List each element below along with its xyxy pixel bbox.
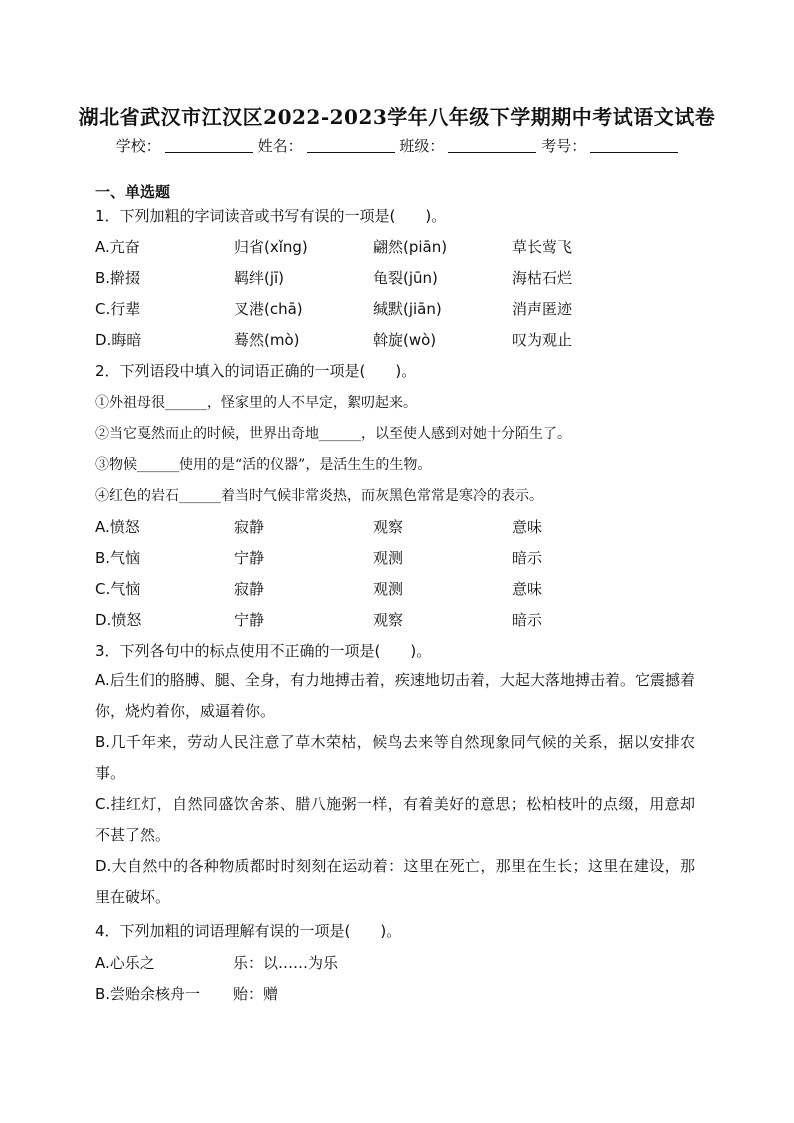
option-cell: B.擀掇 — [95, 269, 141, 287]
question-2-sentence-1: ①外祖母很______，怪家里的人不早定，絮叨起来。 — [95, 395, 417, 411]
option-cell: 意味 — [512, 518, 543, 536]
question-2-option-b — [95, 547, 705, 569]
question-2-option-a — [95, 516, 705, 538]
option-cell: 宁静 — [234, 549, 265, 567]
option-cell: 观察 — [373, 611, 404, 629]
name-label: 姓名： — [257, 137, 303, 155]
question-4-option-b — [95, 983, 395, 1005]
option-cell: 寂静 — [234, 518, 265, 536]
exam-number-label: 考号： — [541, 137, 587, 155]
section-heading: 一、单选题 — [95, 183, 171, 201]
option-cell: 消声匿迹 — [512, 300, 573, 318]
option-cell: 叹为观止 — [512, 331, 573, 349]
option-cell: A.愤怒 — [95, 518, 140, 536]
school-label: 学校： — [115, 137, 161, 155]
option-cell: 寂静 — [234, 580, 265, 598]
question-1-option-c — [95, 298, 705, 320]
exam-title: 湖北省武汉市江汉区2022-2023学年八年级下学期期中考试语文试卷 — [78, 105, 716, 129]
option-cell: 羁绊(jī) — [234, 269, 285, 287]
option-cell: 草长莺飞 — [512, 238, 573, 256]
student-info-line — [0, 135, 794, 156]
question-3-option-c: C.挂红灯，自然同盛饮舍茶、腊八施粥一样，有着美好的意思；松柏枝叶的点缀，用意却不甚了然。 — [95, 795, 695, 844]
question-2-stem: 2．下列语段中填入的词语正确的一项是( )。 — [95, 362, 417, 380]
exam-number-blank[interactable] — [590, 138, 678, 153]
question-1-stem: 1．下列加粗的字词读音或书写有误的一项是( )。 — [95, 207, 447, 225]
option-cell: A.亢奋 — [95, 238, 140, 256]
question-3-stem: 3．下列各句中的标点使用不正确的一项是( )。 — [95, 642, 432, 660]
question-3-option-b: B.几千年来，劳动人民注意了草木荣枯，候鸟去来等自然现象同气候的关系，据以安排农事。 — [95, 733, 695, 782]
meaning: 乐：以……为乐 — [233, 954, 339, 972]
question-2-option-c — [95, 578, 705, 600]
school-blank[interactable] — [165, 138, 253, 153]
option-cell: D.愤怒 — [95, 611, 142, 629]
option-cell: 暗示 — [512, 611, 543, 629]
option-cell: 归省(xǐng) — [234, 238, 308, 256]
question-2-sentence-2: ②当它戛然而止的时候，世界出奇地______，以至使人感到对她十分陌生了。 — [95, 426, 571, 442]
question-2-option-d — [95, 609, 705, 631]
option-cell: B.气恼 — [95, 549, 141, 567]
option-cell: 意味 — [512, 580, 543, 598]
question-2-sentence-3: ③物候______使用的是“活的仪器”，是活生生的生物。 — [95, 457, 432, 473]
option-cell: 观测 — [373, 580, 404, 598]
question-3-option-d: D.大自然中的各种物质都时时刻刻在运动着：这里在死亡，那里在生长；这里在建设，那里在破坏。 — [95, 857, 695, 906]
option-cell: C.气恼 — [95, 580, 141, 598]
question-4-option-a — [95, 952, 395, 974]
option-cell: 观测 — [373, 549, 404, 567]
option-cell: 翩然(piān) — [373, 238, 448, 256]
option-cell: 观察 — [373, 518, 404, 536]
question-1-option-a — [95, 236, 705, 258]
option-cell: 叉港(chā) — [234, 300, 303, 318]
option-cell: 缄默(jiān) — [373, 300, 442, 318]
option-cell: 海枯石烂 — [512, 269, 573, 287]
question-1-option-d — [95, 329, 705, 351]
question-2-sentence-4: ④红色的岩石______着当时气候非常炎热，而灰黑色常常是寒冷的表示。 — [95, 488, 543, 504]
phrase: A.心乐之 — [95, 954, 155, 972]
question-4-stem: 4．下列加粗的词语理解有误的一项是( )。 — [95, 922, 402, 940]
option-cell: 暗示 — [512, 549, 543, 567]
name-blank[interactable] — [307, 138, 395, 153]
meaning: 贻：赠 — [233, 985, 279, 1003]
question-3-option-a: A.后生们的胳膊、腿、全身，有力地搏击着，疾速地切击着，大起大落地搏击着。它震撼着你，烧灼着你，威逼着你。 — [95, 671, 695, 720]
class-blank[interactable] — [448, 138, 536, 153]
option-cell: 宁静 — [234, 611, 265, 629]
option-cell: C.行辈 — [95, 300, 141, 318]
phrase: B.尝贻余核舟一 — [95, 985, 201, 1003]
option-cell: 斡旋(wò) — [373, 331, 437, 349]
class-label: 班级： — [399, 137, 445, 155]
option-cell: 龟裂(jūn) — [373, 269, 438, 287]
option-cell: D.晦暗 — [95, 331, 142, 349]
option-cell: 蓦然(mò) — [234, 331, 300, 349]
question-1-option-b — [95, 267, 705, 289]
